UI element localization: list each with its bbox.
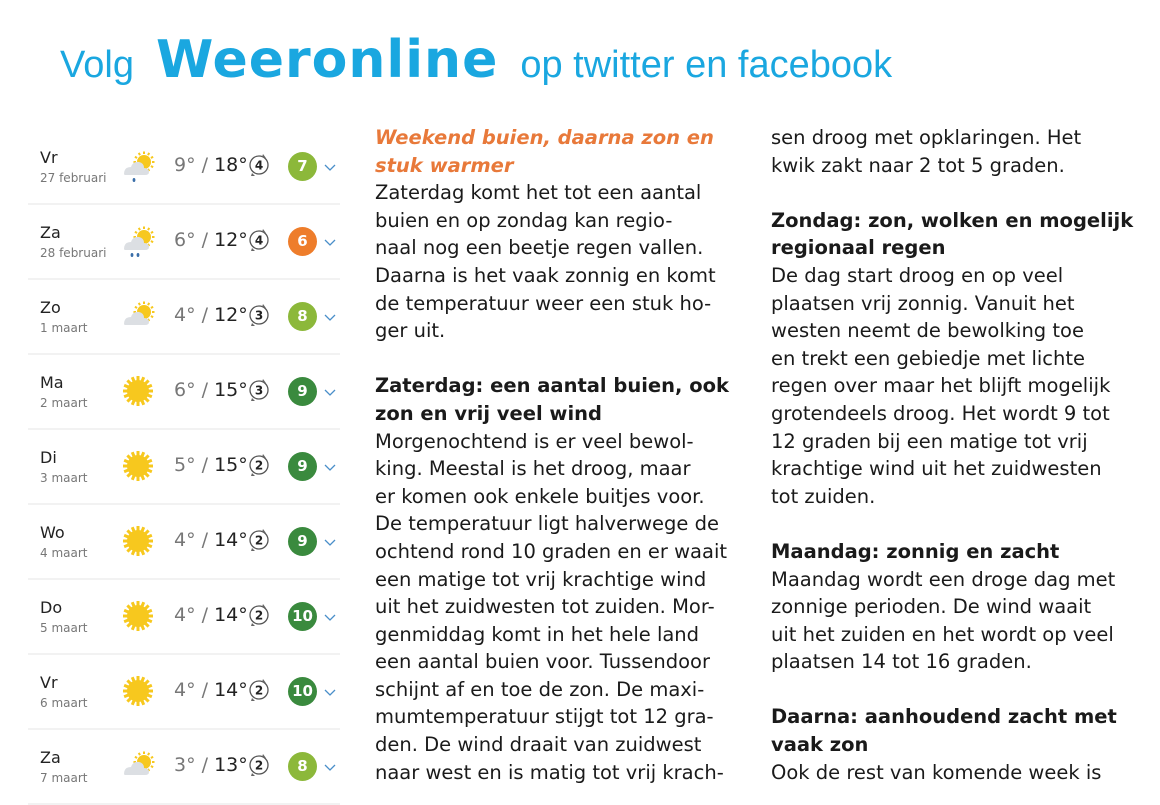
wind-direction-icon (246, 302, 272, 328)
temperature-range (174, 529, 248, 551)
wind-direction-icon (246, 527, 272, 553)
saturday-paragraph (375, 428, 750, 787)
min-temp: 6° (174, 229, 196, 251)
text-line: een aantal buien voor. Tussendoor (375, 650, 710, 674)
chevron-down-icon[interactable] (324, 158, 336, 170)
heading-line: Zaterdag: een aantal buien, ook (375, 374, 729, 398)
saturday-paragraph-continued (771, 124, 1151, 179)
day-label: Di (40, 448, 57, 467)
date-label: 5 maart (40, 621, 88, 635)
text-line: 12 graden bij een matige tot vrij (771, 429, 1088, 453)
forecast-row[interactable] (28, 355, 340, 430)
text-line: en trekt een gebiedje met lichte (771, 346, 1086, 370)
min-temp: 6° (174, 379, 196, 401)
temp-separator: / (201, 454, 209, 476)
weather-score-badge: 10 (288, 677, 317, 706)
text-line: uit het zuiden en het wordt op veel (771, 622, 1114, 646)
sun-icon (120, 598, 156, 634)
sunday-heading (771, 207, 1151, 262)
svg-text:3: 3 (254, 383, 264, 398)
sun-cloud-icon (120, 748, 156, 784)
text-line: plaatsen 14 tot 16 graden. (771, 650, 1032, 674)
chevron-down-icon[interactable] (324, 533, 336, 545)
temp-separator: / (201, 679, 209, 701)
wind-direction-icon (246, 752, 272, 778)
text-line: uit het zuidwesten tot zuiden. Mor- (375, 595, 715, 619)
text-line: De temperatuur ligt halverwege de (375, 512, 720, 536)
forecast-row[interactable] (28, 730, 340, 805)
date-label: 2 maart (40, 396, 88, 410)
day-label: Za (40, 748, 61, 767)
text-line: Maandag wordt een droge dag met (771, 567, 1116, 591)
svg-text:2: 2 (254, 458, 264, 473)
article-column-2 (771, 124, 1151, 786)
svg-text:2: 2 (254, 683, 264, 698)
date-label: 1 maart (40, 321, 88, 335)
date-label: 6 maart (40, 696, 88, 710)
day-label: Ma (40, 373, 64, 392)
text-line: den. De wind draait van zuidwest (375, 733, 702, 757)
text-line: plaatsen vrij zonnig. Vanuit het (771, 291, 1075, 315)
saturday-heading (375, 372, 750, 427)
min-temp: 9° (174, 154, 196, 176)
day-label: Zo (40, 298, 61, 317)
text-line: naal nog een beetje regen vallen. (375, 236, 704, 260)
wind-direction-icon (246, 152, 272, 178)
chevron-down-icon[interactable] (324, 683, 336, 695)
lead-title-line: stuk warmer (375, 153, 514, 177)
svg-text:2: 2 (254, 758, 264, 773)
text-line: regen over maar het blijft mogelijk (771, 374, 1111, 398)
chevron-down-icon[interactable] (324, 608, 336, 620)
min-temp: 4° (174, 679, 196, 701)
wind-direction-icon (246, 602, 272, 628)
forecast-row[interactable] (28, 430, 340, 505)
date-label: 7 maart (40, 771, 88, 785)
cloud-sun-heavy-rain-icon (120, 223, 156, 259)
max-temp: 12° (214, 304, 248, 326)
heading-line: vaak zon (771, 733, 869, 757)
temp-separator: / (201, 379, 209, 401)
forecast-row[interactable] (28, 280, 340, 355)
temperature-range (174, 754, 248, 776)
max-temp: 15° (214, 454, 248, 476)
max-temp: 14° (214, 604, 248, 626)
weather-score-badge: 7 (288, 152, 317, 181)
afterwards-heading (771, 703, 1151, 758)
max-temp: 15° (214, 379, 248, 401)
lead-title-line: Weekend buien, daarna zon en (375, 126, 714, 149)
weather-score-badge: 6 (288, 227, 317, 256)
text-line: buien en op zondag kan regio- (375, 208, 673, 232)
svg-text:3: 3 (254, 308, 264, 323)
day-label: Do (40, 598, 63, 617)
min-temp: 3° (174, 754, 196, 776)
sun-icon (120, 373, 156, 409)
lead-paragraph (375, 179, 750, 345)
chevron-down-icon[interactable] (324, 758, 336, 770)
text-line: tot zuiden. (771, 484, 876, 508)
text-line: Ook de rest van komende week is (771, 760, 1102, 784)
date-label: 28 februari (40, 246, 107, 260)
sun-icon (120, 448, 156, 484)
day-label: Vr (40, 673, 58, 692)
text-line: de temperatuur weer een stuk ho- (375, 291, 712, 315)
forecast-row[interactable] (28, 580, 340, 655)
temperature-range (174, 379, 248, 401)
monday-paragraph (771, 566, 1151, 676)
min-temp: 4° (174, 304, 196, 326)
min-temp: 4° (174, 529, 196, 551)
weather-score-badge: 9 (288, 452, 317, 481)
temp-separator: / (201, 229, 209, 251)
temperature-range (174, 304, 248, 326)
date-label: 4 maart (40, 546, 88, 560)
afterwards-paragraph (771, 759, 1151, 787)
sun-cloud-icon (120, 298, 156, 334)
forecast-row[interactable] (28, 130, 340, 205)
text-line: mumtemperatuur stijgt tot 12 gra- (375, 705, 714, 729)
temperature-range (174, 454, 248, 476)
forecast-row[interactable] (28, 505, 340, 580)
sunday-paragraph (771, 262, 1151, 510)
temperature-range (174, 679, 248, 701)
text-line: ger uit. (375, 319, 446, 343)
weather-score-badge: 8 (288, 302, 317, 331)
text-line: kwik zakt naar 2 tot 5 graden. (771, 153, 1065, 177)
temp-separator: / (201, 529, 209, 551)
max-temp: 14° (214, 679, 248, 701)
max-temp: 12° (214, 229, 248, 251)
temp-separator: / (201, 754, 209, 776)
text-line: zonnige perioden. De wind waait (771, 595, 1092, 619)
text-line: grotendeels droog. Het wordt 9 tot (771, 401, 1110, 425)
text-line: De dag start droog en op veel (771, 263, 1064, 287)
svg-text:2: 2 (254, 533, 264, 548)
chevron-down-icon[interactable] (324, 458, 336, 470)
temperature-range (174, 154, 248, 176)
text-line: king. Meestal is het droog, maar (375, 457, 691, 481)
min-temp: 4° (174, 604, 196, 626)
text-line: naar west en is matig tot vrij krach- (375, 760, 724, 784)
text-line: Daarna is het vaak zonnig en komt (375, 263, 716, 287)
day-label: Vr (40, 148, 58, 167)
text-line: ochtend rond 10 graden en er waait (375, 539, 728, 563)
heading-line: Zondag: zon, wolken en mogelijk (771, 208, 1134, 232)
text-line: krachtige wind uit het zuidwesten (771, 457, 1102, 481)
max-temp: 13° (214, 754, 248, 776)
day-label: Wo (40, 523, 65, 542)
temp-separator: / (201, 154, 209, 176)
date-label: 3 maart (40, 471, 88, 485)
chevron-down-icon[interactable] (324, 308, 336, 320)
text-line: er komen ook enkele buitjes voor. (375, 484, 705, 508)
chevron-down-icon[interactable] (324, 383, 336, 395)
heading-line: Daarna: aanhoudend zacht met (771, 705, 1117, 729)
svg-text:2: 2 (254, 608, 264, 623)
article-lead-title (375, 124, 750, 179)
chevron-down-icon[interactable] (324, 233, 336, 245)
svg-text:4: 4 (254, 158, 264, 173)
brand-logo-text: Weeronline (155, 30, 499, 90)
text-line: genmiddag komt in het hele land (375, 622, 700, 646)
text-line: Zaterdag komt het tot een aantal (375, 181, 702, 205)
text-line: westen neemt de bewolking toe (771, 319, 1084, 343)
weather-score-badge: 9 (288, 377, 317, 406)
svg-text:4: 4 (254, 233, 264, 248)
sun-icon (120, 523, 156, 559)
temperature-range (174, 229, 248, 251)
heading-line: zon en vrij veel wind (375, 401, 602, 425)
forecast-row[interactable] (28, 655, 340, 730)
sun-cloud-rain-icon (120, 148, 156, 184)
weather-score-badge: 8 (288, 752, 317, 781)
wind-direction-icon (246, 227, 272, 253)
wind-direction-icon (246, 677, 272, 703)
temp-separator: / (201, 604, 209, 626)
max-temp: 14° (214, 529, 248, 551)
banner-suffix: op twitter en facebook (520, 44, 893, 86)
temp-separator: / (201, 304, 209, 326)
article-column-1 (375, 124, 750, 786)
text-line: een matige tot vrij krachtige wind (375, 567, 707, 591)
temperature-range (174, 604, 248, 626)
weather-score-badge: 10 (288, 602, 317, 631)
text-line: schijnt af en toe de zon. De maxi- (375, 677, 705, 701)
forecast-list (28, 130, 340, 805)
forecast-row[interactable] (28, 205, 340, 280)
text-line: Morgenochtend is er veel bewol- (375, 429, 694, 453)
day-label: Za (40, 223, 61, 242)
wind-direction-icon (246, 377, 272, 403)
monday-heading: Maandag: zonnig en zacht (771, 539, 1060, 563)
max-temp: 18° (214, 154, 248, 176)
sun-icon (120, 673, 156, 709)
banner-prefix: Volg (60, 44, 134, 86)
date-label: 27 februari (40, 171, 107, 185)
min-temp: 5° (174, 454, 196, 476)
weather-score-badge: 9 (288, 527, 317, 556)
follow-banner (60, 30, 892, 100)
text-line: sen droog met opklaringen. Het (771, 126, 1082, 149)
wind-direction-icon (246, 452, 272, 478)
heading-line: regionaal regen (771, 236, 946, 260)
